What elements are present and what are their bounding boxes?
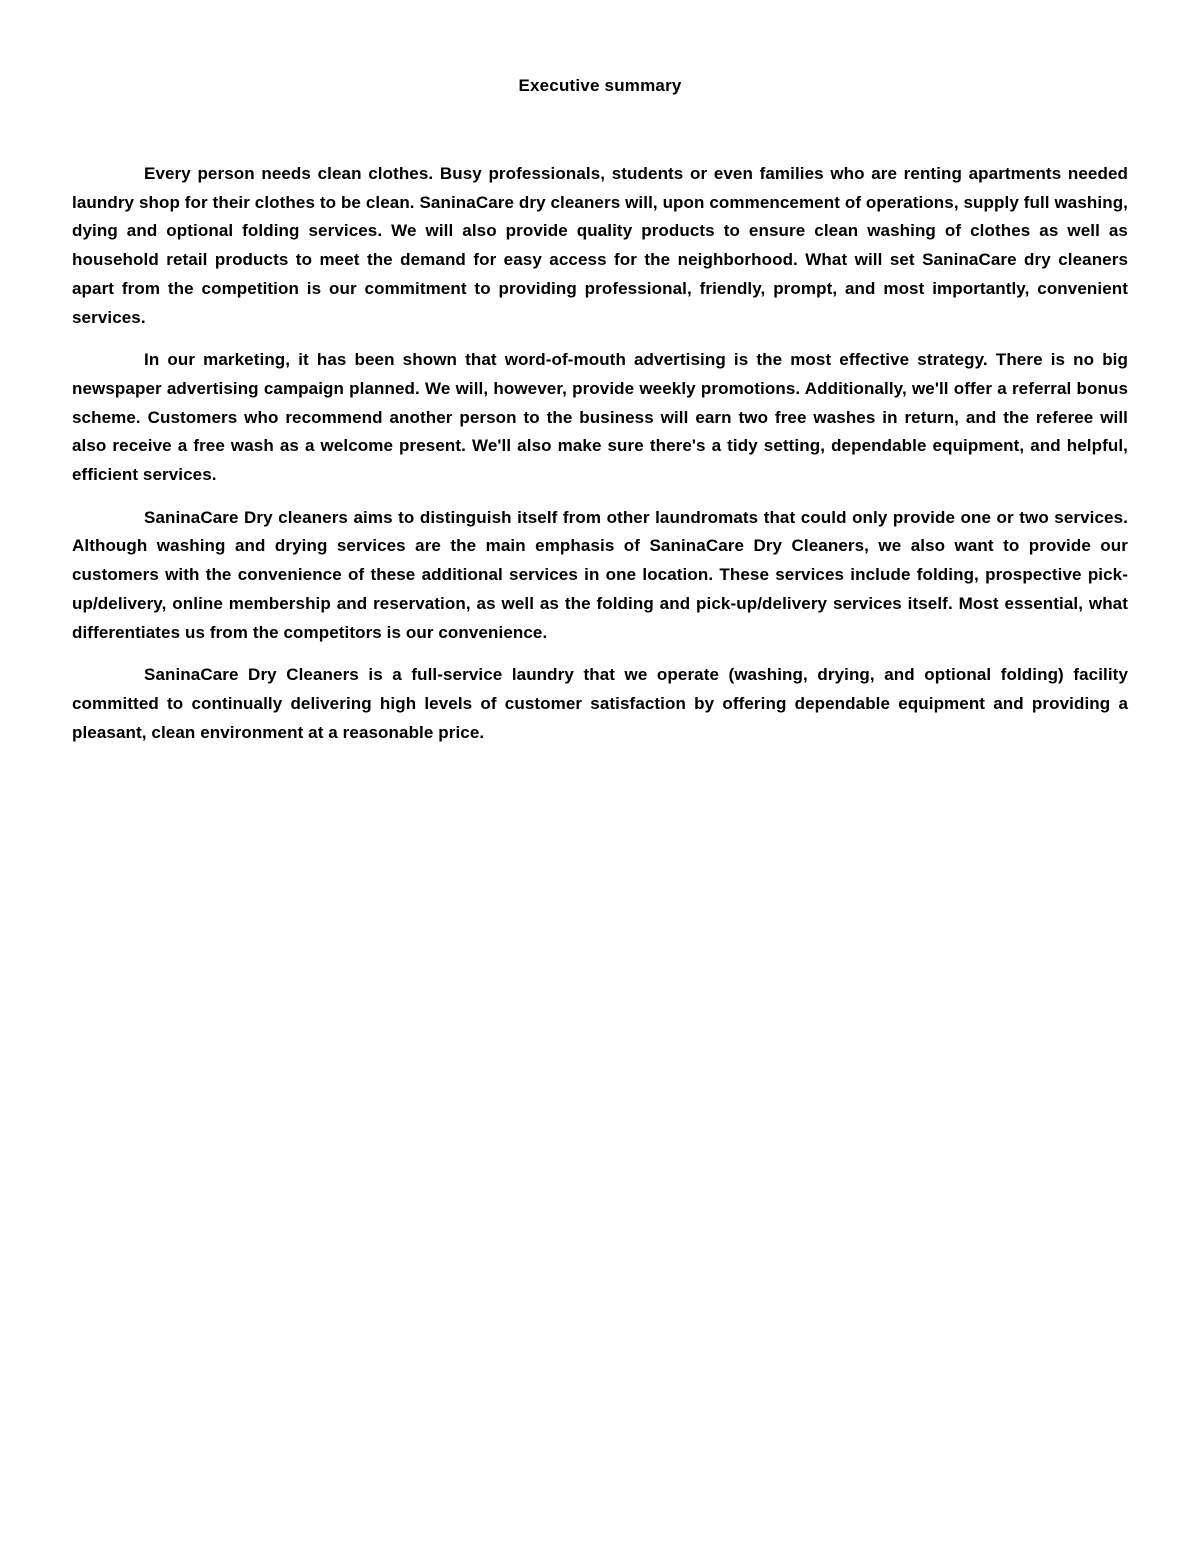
document-title: Executive summary	[518, 76, 682, 95]
paragraph-2: In our marketing, it has been shown that word-of-mouth advertising is the most effective strategy. There is no big newspaper advertising campaign planned. We will, however, provide weekly promotions. Additionally, we'll offer a referral bonus scheme. Customers who recommend another person to the business will earn two free washes in return, and the referee will also receive a free wash as a welcome present. We'll also make sure there's a tidy setting, dependable equipment, and helpful, efficient services.	[72, 350, 1128, 485]
paragraph-1: Every person needs clean clothes. Busy professionals, students or even families who are renting apartments needed laundry shop for their clothes to be clean. SaninaCare dry cleaners will, upon commencement of operations, supply full washing, dying and optional folding services. We will also provide quality products to ensure clean washing of clothes as well as household retail products to meet the demand for easy access for the neighborhood. What will set SaninaCare dry cleaners apart from the competition is our commitment to providing professional, friendly, prompt, and most importantly, convenient services.	[72, 164, 1128, 327]
document-body	[72, 160, 1128, 747]
paragraph-3: SaninaCare Dry cleaners aims to distinguish itself from other laundromats that could only provide one or two services. Although washing and drying services are the main emphasis of SaninaCare Dry Cleaners, we also want to provide our customers with the convenience of these additional services in one location. These services include folding, prospective pick-up/delivery, online membership and reservation, as well as the folding and pick-up/delivery services itself. Most essential, what differentiates us from the competitors is our convenience.	[72, 507, 1128, 642]
paragraph-4: SaninaCare Dry Cleaners is a full-service laundry that we operate (washing, drying, and optional folding) facility committed to continually delivering high levels of customer satisfaction by offering dependable equipment and providing a pleasant, clean environment at a reasonable price.	[72, 665, 1128, 742]
